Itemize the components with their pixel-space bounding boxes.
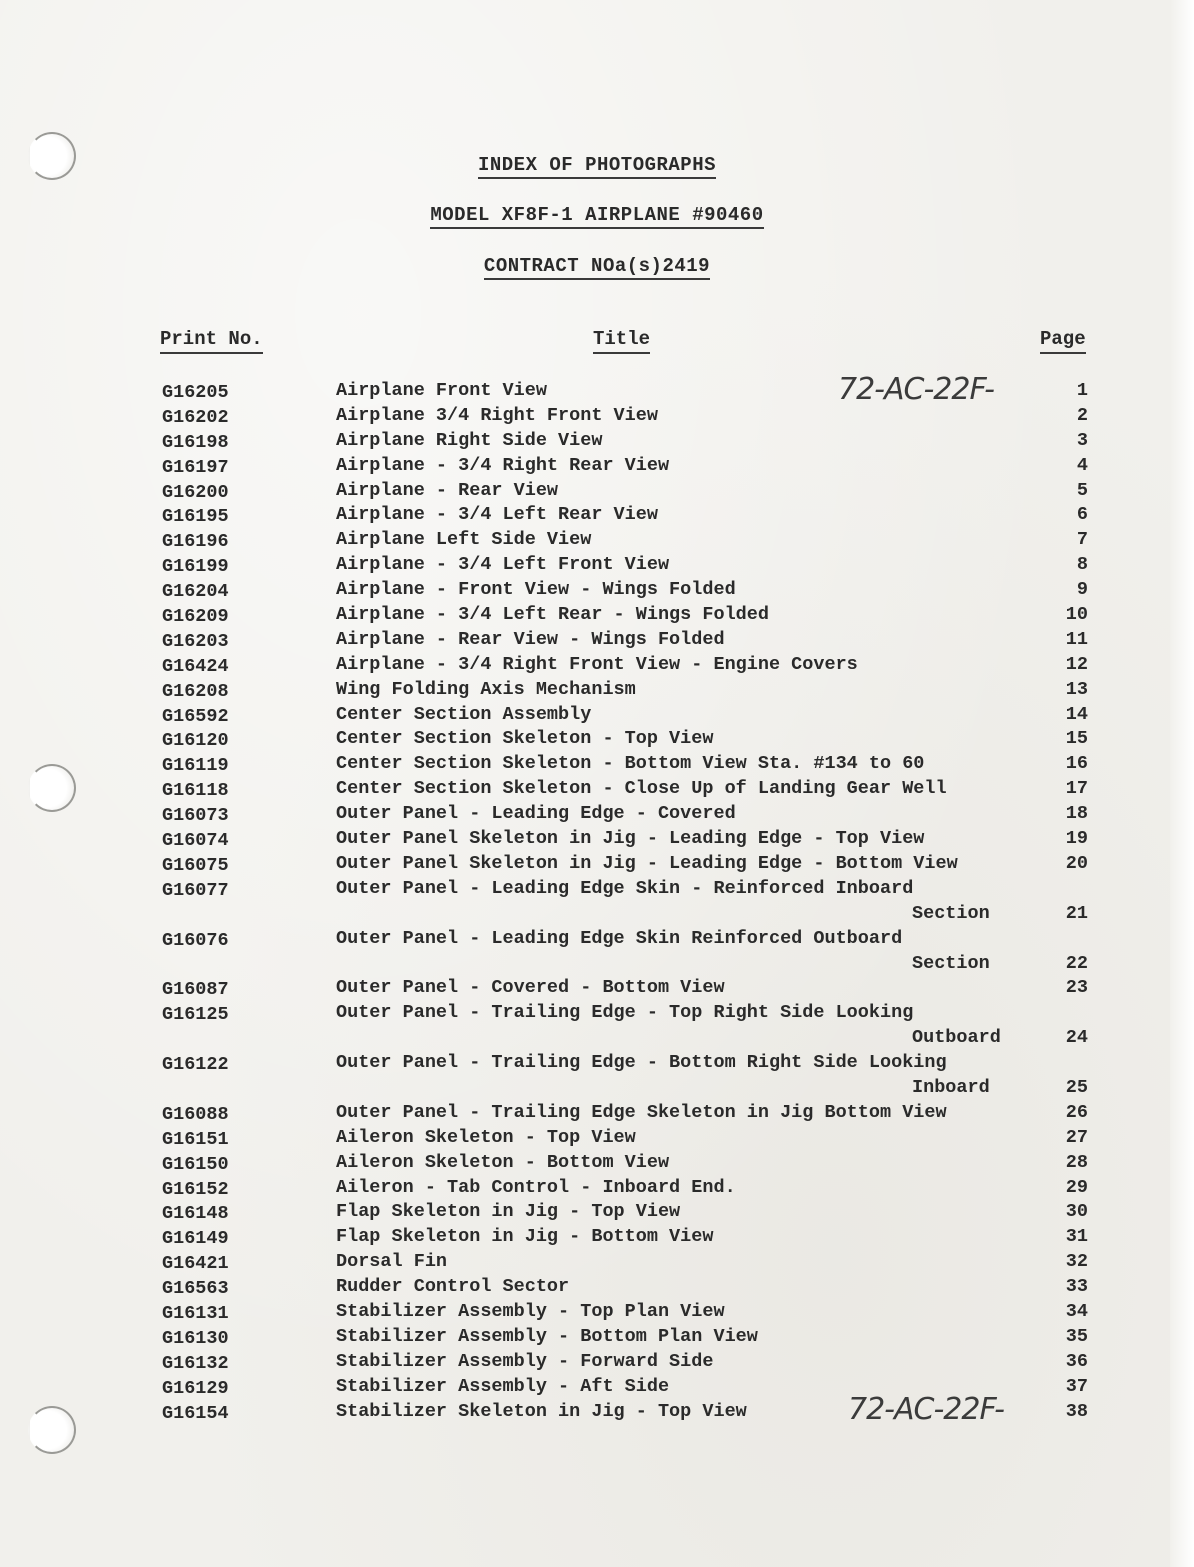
page-number: 11: [1065, 628, 1088, 650]
column-header-title: [593, 328, 650, 350]
print-number: G16129: [162, 1377, 229, 1399]
list-item: [0, 1401, 1194, 1426]
print-number: G16131: [162, 1303, 229, 1325]
photo-title: Airplane - Front View - Wings Folded: [336, 579, 736, 601]
photo-title: Stabilizer Assembly - Aft Side: [336, 1375, 670, 1397]
handwritten-annotation-top: 72-AC-22F-: [838, 372, 994, 407]
photo-title: Airplane - 3/4 Left Rear - Wings Folded: [336, 604, 769, 626]
page-number: 26: [1065, 1101, 1088, 1123]
photo-title: Center Section Skeleton - Close Up of Landing Gear Well: [336, 778, 947, 800]
page-number: 17: [1065, 778, 1088, 800]
column-header-page: [1040, 328, 1086, 350]
page-number: 12: [1065, 653, 1088, 675]
photo-title: Aileron - Tab Control - Inboard End.: [336, 1176, 736, 1198]
page-number: 18: [1065, 803, 1088, 825]
print-number: G16205: [162, 382, 229, 403]
print-number: G16198: [162, 431, 229, 453]
list-item: [0, 853, 1194, 878]
list-item: [0, 679, 1194, 704]
photo-title: Aileron Skeleton - Bottom View: [336, 1151, 670, 1173]
list-item: [0, 704, 1194, 729]
page-number: 32: [1065, 1251, 1088, 1273]
photo-title: Stabilizer Skeleton in Jig - Top View: [336, 1400, 747, 1422]
list-item: [0, 728, 1194, 753]
photo-title: Airplane Left Side View: [336, 529, 592, 551]
page-number: 15: [1065, 728, 1088, 750]
photo-title: Outer Panel - Trailing Edge - Bottom Right Side Looking: [336, 1052, 947, 1074]
photo-title: Outer Panel Skeleton in Jig - Leading Edge - Bottom View: [336, 852, 958, 874]
photo-title-continuation: Outboard: [912, 1027, 1001, 1049]
list-item: [0, 828, 1194, 853]
page-number: 10: [1065, 604, 1088, 626]
print-number: G16088: [162, 1103, 229, 1125]
list-item: [0, 554, 1194, 579]
print-number: G16197: [162, 456, 229, 478]
photo-title: Aileron Skeleton - Top View: [336, 1126, 636, 1148]
photo-title: Airplane Front View: [336, 380, 547, 401]
page-number: 38: [1065, 1400, 1088, 1422]
print-number: G16149: [162, 1228, 229, 1250]
page-number: 34: [1065, 1301, 1088, 1323]
list-item: [0, 753, 1194, 778]
print-number: G16132: [162, 1352, 229, 1374]
photo-title: Airplane - 3/4 Left Front View: [336, 554, 670, 576]
photo-title: Dorsal Fin: [336, 1251, 448, 1273]
page-number: 5: [1076, 479, 1088, 501]
list-item: [0, 1276, 1194, 1301]
print-number: G16087: [162, 979, 229, 1001]
page-number: 24: [1065, 1027, 1088, 1049]
print-number: G16421: [162, 1253, 229, 1275]
page-number: 6: [1076, 504, 1088, 526]
list-item: [0, 1127, 1194, 1152]
list-item: [0, 380, 1194, 405]
list-item: [0, 480, 1194, 505]
print-number: G16125: [162, 1004, 229, 1026]
page-number: 9: [1076, 579, 1088, 601]
print-number: G16122: [162, 1054, 229, 1076]
list-item: [0, 1376, 1194, 1401]
page-number: 30: [1065, 1201, 1088, 1223]
print-number: G16563: [162, 1278, 229, 1300]
photo-title-continuation: Inboard: [912, 1077, 990, 1099]
list-item: [0, 504, 1194, 529]
photo-title: Airplane 3/4 Right Front View: [336, 404, 658, 426]
list-item: [0, 430, 1194, 455]
column-header-title-text: Title: [593, 328, 650, 354]
photo-title: Outer Panel - Leading Edge Skin Reinforced Outboard: [336, 927, 903, 949]
list-item: [0, 803, 1194, 828]
photo-title: Stabilizer Assembly - Top Plan View: [336, 1301, 725, 1323]
model-heading-text: MODEL XF8F-1 AIRPLANE #90460: [430, 204, 763, 229]
page-number: 7: [1076, 529, 1088, 551]
list-item: [0, 1102, 1194, 1127]
list-item: [0, 604, 1194, 629]
print-number: G16209: [162, 606, 229, 628]
photo-title-continuation: Section: [912, 952, 990, 974]
print-number: G16424: [162, 655, 229, 677]
page-number: 4: [1076, 454, 1088, 476]
print-number: G16203: [162, 630, 229, 652]
page-number: 14: [1065, 703, 1088, 725]
photo-title: Center Section Skeleton - Bottom View Sta. #134 to 60: [336, 753, 925, 775]
page-number: 16: [1065, 753, 1088, 775]
photo-title: Stabilizer Assembly - Bottom Plan View: [336, 1325, 758, 1347]
list-item: [0, 654, 1194, 679]
print-number: G16151: [162, 1128, 229, 1150]
photo-title: Airplane - Rear View: [336, 479, 559, 501]
print-number: G16148: [162, 1203, 229, 1225]
list-item: [0, 1326, 1194, 1351]
column-header-page-text: Page: [1040, 328, 1086, 354]
print-number: G16119: [162, 755, 229, 777]
photo-title: Airplane - 3/4 Right Front View - Engine Covers: [336, 653, 858, 675]
photo-title: Flap Skeleton in Jig - Bottom View: [336, 1226, 714, 1248]
print-number: G16074: [162, 830, 229, 852]
photo-title: Stabilizer Assembly - Forward Side: [336, 1350, 714, 1372]
page-number: 28: [1065, 1151, 1088, 1173]
model-heading: [0, 204, 1194, 226]
list-item: [0, 1351, 1194, 1376]
list-item: [0, 878, 1194, 928]
list-item: [0, 1301, 1194, 1326]
photo-title: Center Section Assembly: [336, 703, 592, 725]
print-number: G16208: [162, 680, 229, 702]
photo-title: Outer Panel Skeleton in Jig - Leading Edge - Top View: [336, 828, 925, 850]
photo-title: Airplane - 3/4 Right Rear View: [336, 454, 670, 476]
print-number: G16592: [162, 705, 229, 727]
page-number: 1: [1076, 380, 1088, 401]
document-title-text: INDEX OF PHOTOGRAPHS: [478, 154, 716, 179]
print-number: G16152: [162, 1178, 229, 1200]
list-item: [0, 1152, 1194, 1177]
page-number: 27: [1065, 1126, 1088, 1148]
column-header-print-no-text: Print No.: [160, 328, 263, 354]
photo-title: Airplane - Rear View - Wings Folded: [336, 628, 725, 650]
page-number: 13: [1065, 678, 1088, 700]
photograph-index-list: [0, 380, 1194, 1425]
page-number: 23: [1065, 977, 1088, 999]
print-number: G16195: [162, 506, 229, 528]
page-number: 20: [1065, 852, 1088, 874]
print-number: G16202: [162, 406, 229, 428]
page-number: 8: [1076, 554, 1088, 576]
page-number: 37: [1065, 1375, 1088, 1397]
list-item: [0, 579, 1194, 604]
photo-title: Outer Panel - Leading Edge - Covered: [336, 803, 736, 825]
page-number: 31: [1065, 1226, 1088, 1248]
page-number: 2: [1076, 404, 1088, 426]
list-item: [0, 977, 1194, 1002]
page-number: 35: [1065, 1325, 1088, 1347]
print-number: G16196: [162, 531, 229, 553]
page-number: 21: [1065, 902, 1088, 924]
photo-title: Rudder Control Sector: [336, 1276, 570, 1298]
list-item: [0, 1251, 1194, 1276]
print-number: G16073: [162, 805, 229, 827]
list-item: [0, 1052, 1194, 1102]
print-number: G16130: [162, 1327, 229, 1349]
page-number: 36: [1065, 1350, 1088, 1372]
list-item: [0, 1226, 1194, 1251]
photo-title: Wing Folding Axis Mechanism: [336, 678, 636, 700]
list-item: [0, 455, 1194, 480]
print-number: G16120: [162, 730, 229, 752]
list-item: [0, 1177, 1194, 1202]
print-number: G16075: [162, 854, 229, 876]
page-number: 25: [1065, 1077, 1088, 1099]
page-number: 3: [1076, 429, 1088, 451]
print-number: G16076: [162, 929, 229, 951]
contract-heading-text: CONTRACT NOa(s)2419: [484, 255, 710, 280]
document-title: [0, 154, 1194, 176]
list-item: [0, 928, 1194, 978]
print-number: G16150: [162, 1153, 229, 1175]
list-item: [0, 1201, 1194, 1226]
list-item: [0, 629, 1194, 654]
list-item: [0, 405, 1194, 430]
page-number: 33: [1065, 1276, 1088, 1298]
page-number: 29: [1065, 1176, 1088, 1198]
handwritten-annotation-bottom: 72-AC-22F-: [848, 1392, 1004, 1427]
page-number: 19: [1065, 828, 1088, 850]
print-number: G16118: [162, 780, 229, 802]
photo-title-continuation: Section: [912, 902, 990, 924]
photo-title: Outer Panel - Leading Edge Skin - Reinforced Inboard: [336, 877, 914, 899]
column-header-print-no: [160, 328, 263, 350]
photo-title: Outer Panel - Covered - Bottom View: [336, 977, 725, 999]
page-number: 22: [1065, 952, 1088, 974]
print-number: G16077: [162, 879, 229, 901]
photo-title: Airplane - 3/4 Left Rear View: [336, 504, 658, 526]
photo-title: Flap Skeleton in Jig - Top View: [336, 1201, 681, 1223]
photo-title: Outer Panel - Trailing Edge Skeleton in Jig Bottom View: [336, 1101, 947, 1123]
contract-heading: [0, 255, 1194, 277]
print-number: G16199: [162, 556, 229, 578]
print-number: G16204: [162, 581, 229, 603]
print-number: G16200: [162, 481, 229, 503]
list-item: [0, 1002, 1194, 1052]
photo-title: Center Section Skeleton - Top View: [336, 728, 714, 750]
print-number: G16154: [162, 1402, 229, 1424]
photo-title: Outer Panel - Trailing Edge - Top Right Side Looking: [336, 1002, 914, 1024]
list-item: [0, 529, 1194, 554]
list-item: [0, 778, 1194, 803]
photo-title: Airplane Right Side View: [336, 429, 603, 451]
